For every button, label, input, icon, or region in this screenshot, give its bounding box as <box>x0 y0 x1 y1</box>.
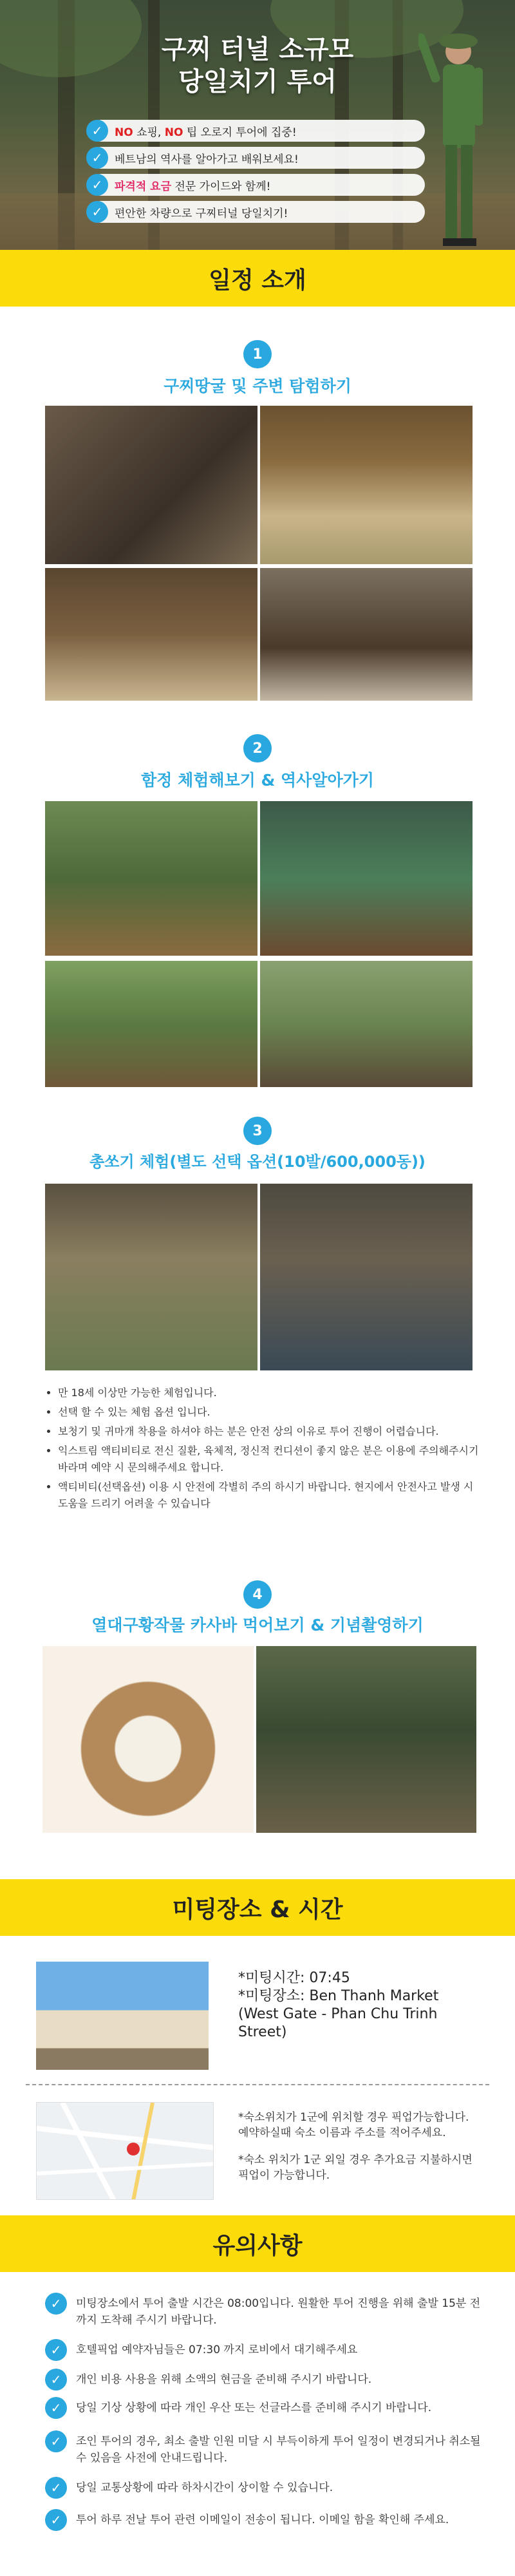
step-number: 2 <box>243 734 272 762</box>
step-number: 1 <box>243 340 272 368</box>
caution-item: ✓ 당일 기상 상황에 따라 개인 우산 또는 선글라스를 준비해 주시기 바랍니다. <box>45 2397 483 2419</box>
caution-item: ✓ 투어 하루 전날 투어 관련 이메일이 전송이 됩니다. 이메일 함을 확인해 주세요. <box>45 2509 483 2531</box>
step-title: 열대구황작물 카사바 먹어보기 & 기념촬영하기 <box>91 1616 424 1634</box>
section-header-itinerary: 일정 소개 <box>0 250 515 307</box>
section-header-meeting: 미팅장소 & 시간 <box>0 1879 515 1936</box>
photo-visitors <box>260 961 473 1087</box>
step-title: 총쏘기 체험(별도 선택 옵션(10발/600,000동)) <box>89 1153 426 1171</box>
check-icon: ✓ <box>45 2293 67 2315</box>
hero-banner <box>0 0 515 258</box>
hero-pill-history: ✓ 베트남의 역사를 알아가고 배워보세요! <box>90 147 425 169</box>
pickup-note: *숙소위치가 1군에 위치할 경우 픽업가능합니다. 예약하실때 숙소 이름과 주소를 적어주세요. *숙소 위치가 1군 외일 경우 추가요금 지불하시면 픽업이 가능합니다. <box>238 2111 473 2182</box>
photo-ben-thanh-market <box>36 1962 209 2070</box>
caution-item: ✓ 호텔픽업 예약자님들은 07:30 까지 로비에서 대기해주세요 <box>45 2339 483 2361</box>
hero-title: 구찌 터널 소규모 당일치기 투어 <box>161 35 354 97</box>
caution-item: ✓ 개인 비용 사용을 위해 소액의 현금을 준비해 주시기 바랍니다. <box>45 2369 483 2391</box>
caution-item: ✓ 조인 투어의 경우, 최소 출발 인원 미달 시 부득이하게 투어 일정이 변경되거나 취소될 수 있음을 사전에 안내드립니다. <box>45 2430 483 2467</box>
section-header-cautions: 유의사항 <box>0 2215 515 2272</box>
soldier-figure <box>418 13 496 251</box>
photo-tank <box>256 1646 476 1833</box>
hero-pill-vehicle: ✓ 편안한 차량으로 구찌터널 당일치기! <box>90 201 425 223</box>
divider <box>26 2084 489 2085</box>
caution-item: ✓ 당일 교통상황에 따라 하차시간이 상이할 수 있습니다. <box>45 2477 483 2499</box>
caution-item: ✓ 미팅장소에서 투어 출발 시간은 08:00입니다. 원활한 투어 진행을 위해 출발 15분 전까지 도착해 주시기 바랍니다. <box>45 2293 483 2329</box>
check-icon: ✓ <box>86 201 108 223</box>
photo-soldier-mannequins <box>260 801 473 956</box>
photo-jungle-guide <box>45 801 258 956</box>
photo-thatched-hut <box>260 406 473 564</box>
photo-tunnel-room <box>260 568 473 701</box>
photo-cassava <box>42 1646 254 1833</box>
check-icon: ✓ <box>45 2477 67 2499</box>
map-image[interactable] <box>36 2102 214 2200</box>
photo-shooting-person <box>260 1184 473 1370</box>
photo-shooting-range <box>45 1184 258 1370</box>
check-icon: ✓ <box>86 120 108 142</box>
step-number: 4 <box>243 1580 272 1609</box>
check-icon: ✓ <box>45 2509 67 2531</box>
step-title: 구찌땅굴 및 주변 탐험하기 <box>164 377 351 395</box>
meeting-info: *미팅시간: 07:45 *미팅장소: Ben Thanh Market (West Gate - Phan Chu Trinh Street) <box>238 1970 439 2040</box>
photo-tour-group <box>45 961 258 1087</box>
step-title: 함정 체험해보기 & 역사알아가기 <box>141 771 374 790</box>
check-icon: ✓ <box>45 2369 67 2391</box>
check-icon: ✓ <box>45 2397 67 2419</box>
step-number: 3 <box>243 1117 272 1145</box>
photo-tunnel-entrance <box>45 406 258 564</box>
hero-pill-no-shopping: ✓ NO 쇼핑, NO 팁 오로지 투어에 집중! <box>90 120 425 142</box>
hero-pill-price: ✓ 파격적 요금 전문 가이드와 함께! <box>90 174 425 196</box>
photo-kitchen <box>45 568 258 701</box>
shooting-notes: • 만 18세 이상만 가능한 체험입니다. • 선택 할 수 있는 체험 옵션 입니다. • 보청기 및 귀마개 착용을 하셔야 하는 분은 안전 상의 이유로 투어 진행이 어렵습니다. • 익스트림 액티비티로 전신 질환, 육체적, 정신적 컨디션이 좋지 않은 분은 이용에 주의해주시기 바라며 예약 시 문의해주세요 합니다. • 액티비티(선택옵션) 이용 시 안전에 각별히 주의 하시기 바랍니다. 현지에서 안전사고 발생 시 도움을 드리기 어려울 수 있습니다 <box>45 1385 483 1515</box>
check-icon: ✓ <box>45 2339 67 2361</box>
check-icon: ✓ <box>86 174 108 196</box>
check-icon: ✓ <box>45 2430 67 2452</box>
check-icon: ✓ <box>86 147 108 169</box>
